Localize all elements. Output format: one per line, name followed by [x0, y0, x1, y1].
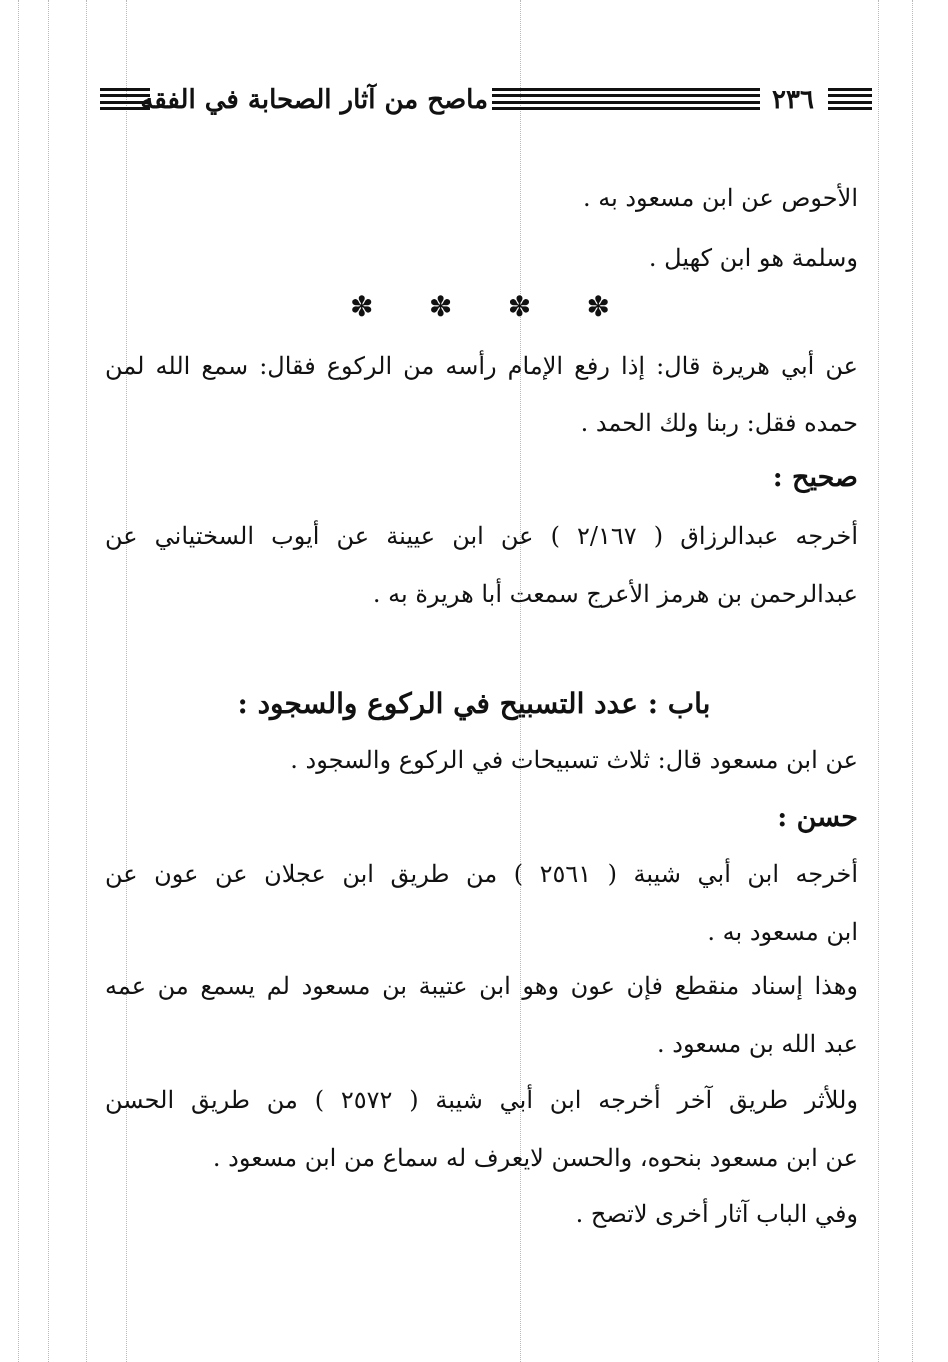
margin-guide [18, 0, 19, 1362]
text-line: عبدالرحمن بن هرمز الأعرج سمعت أبا هريرة به . [372, 580, 858, 608]
header-rule-middle [492, 88, 760, 110]
chapter-heading: باب : عدد التسبيح في الركوع والسجود : [237, 687, 711, 720]
text-line: ابن مسعود به . [707, 918, 858, 946]
grading-label: حسن : [777, 802, 858, 833]
text-line: عن ابن مسعود بنحوه، والحسن لايعرف له سماع من ابن مسعود . [212, 1144, 858, 1172]
star-ornament: ✽ [507, 290, 532, 323]
text-line: عن ابن مسعود قال: ثلاث تسبيحات في الركوع والسجود . [290, 746, 858, 774]
margin-guide [126, 0, 127, 1362]
text-line: وسلمة هو ابن كهيل . [648, 244, 858, 272]
margin-guide [912, 0, 913, 1362]
text-line: أخرجه ابن أبي شيبة ( ٢٥٦١ ) من طريق ابن عجلان عن عون عن [105, 860, 858, 888]
text-line: وهذا إسناد منقطع فإن عون وهو ابن عتيبة بن مسعود لم يسمع من عمه [105, 972, 858, 1000]
header-rule-right [828, 88, 872, 110]
text-line: أخرجه عبدالرزاق ( ٢/١٦٧ ) عن ابن عيينة عن أيوب السختياني عن [105, 522, 858, 550]
margin-guide [86, 0, 87, 1362]
text-line: عن أبي هريرة قال: إذا رفع الإمام رأسه من الركوع فقال: سمع الله لمن [105, 352, 858, 380]
star-ornament: ✽ [350, 290, 374, 323]
page-number: ٢٣٦ [772, 85, 814, 115]
text-line: وللأثر طريق آخر أخرجه ابن أبي شيبة ( ٢٥٧٢ ) من طريق الحسن [105, 1086, 858, 1114]
section-separator [350, 290, 610, 323]
page-title: ماصح من آثار الصحابة في الفقه [140, 85, 488, 115]
star-ornament: ✽ [428, 290, 453, 323]
text-line: وفي الباب آثار أخرى لاتصح . [575, 1200, 858, 1228]
text-line: الأحوص عن ابن مسعود به . [582, 184, 858, 212]
grading-label: صحيح : [772, 462, 858, 493]
page-header [100, 80, 872, 120]
text-line: عبد الله بن مسعود . [657, 1030, 858, 1058]
star-ornament: ✽ [586, 290, 610, 323]
margin-guide [48, 0, 49, 1362]
text-line: حمده فقل: ربنا ولك الحمد . [580, 409, 858, 437]
margin-guide [878, 0, 879, 1362]
